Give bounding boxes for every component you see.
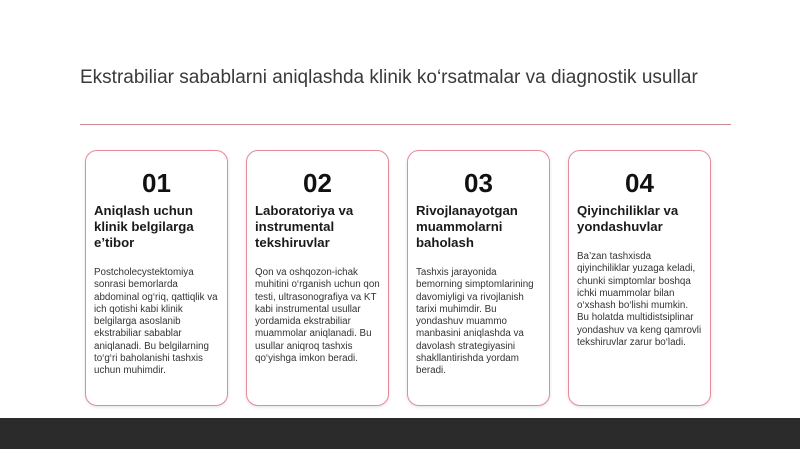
card-01 [85,150,228,406]
card-body: Tashxis jarayonida bemorning simptomlarining davomiyligi va rivojlanish tarixi muhimdir. Bu yondashuv muammo manbasini aniqlashda va davolash strategiyasini shakllantirishda yordam beradi. [416,267,534,377]
card-number: 03 [464,168,493,198]
card-body: Postcholecystektomiya sonrasi bemorlarda abdominal og‘riq, qattiqlik va ich qotishi kabi klinik belgilarga asoslanib ekstrabiliar sabablar aniqlanadi. Bu belgilarning to‘g‘ri baholanishi tashxis uchun muhimdir. [94,267,218,377]
bottom-bar [0,418,800,449]
card-04 [568,150,711,406]
card-row [85,150,711,406]
card-heading: Qiyinchiliklar va yondashuvlar [577,203,679,234]
slide-title: Ekstrabiliar sabablarni aniqlashda klinik ko‘rsatmalar va diagnostik usullar [80,67,698,88]
card-heading: Aniqlash uchun klinik belgilarga e’tibor [94,203,194,250]
card-body: Ba’zan tashxisda qiyinchiliklar yuzaga keladi, chunki simptomlar boshqa ichki muammolar bilan o‘xshash bo‘lishi mumkin. Bu holatda multidistsiplinar yondashuv va keng qamrovli tekshiruvlar zarur bo‘ladi. [577,251,702,349]
card-03 [407,150,550,406]
card-02 [246,150,389,406]
card-heading: Rivojlanayotgan muammolarni baholash [416,203,518,250]
card-number: 01 [142,168,171,198]
card-number: 04 [625,168,654,198]
card-body: Qon va oshqozon-ichak muhitini o‘rganish uchun qon testi, ultrasonografiya va KT kabi instrumental usullar yordamida ekstrabiliar muammolar aniqlanadi. Bu usullar aniqroq tashxis qo‘yishga imkon beradi. [255,267,380,365]
card-number: 02 [303,168,332,198]
title-divider [80,124,731,125]
card-heading: Laboratoriya va instrumental tekshiruvlar [255,203,354,250]
